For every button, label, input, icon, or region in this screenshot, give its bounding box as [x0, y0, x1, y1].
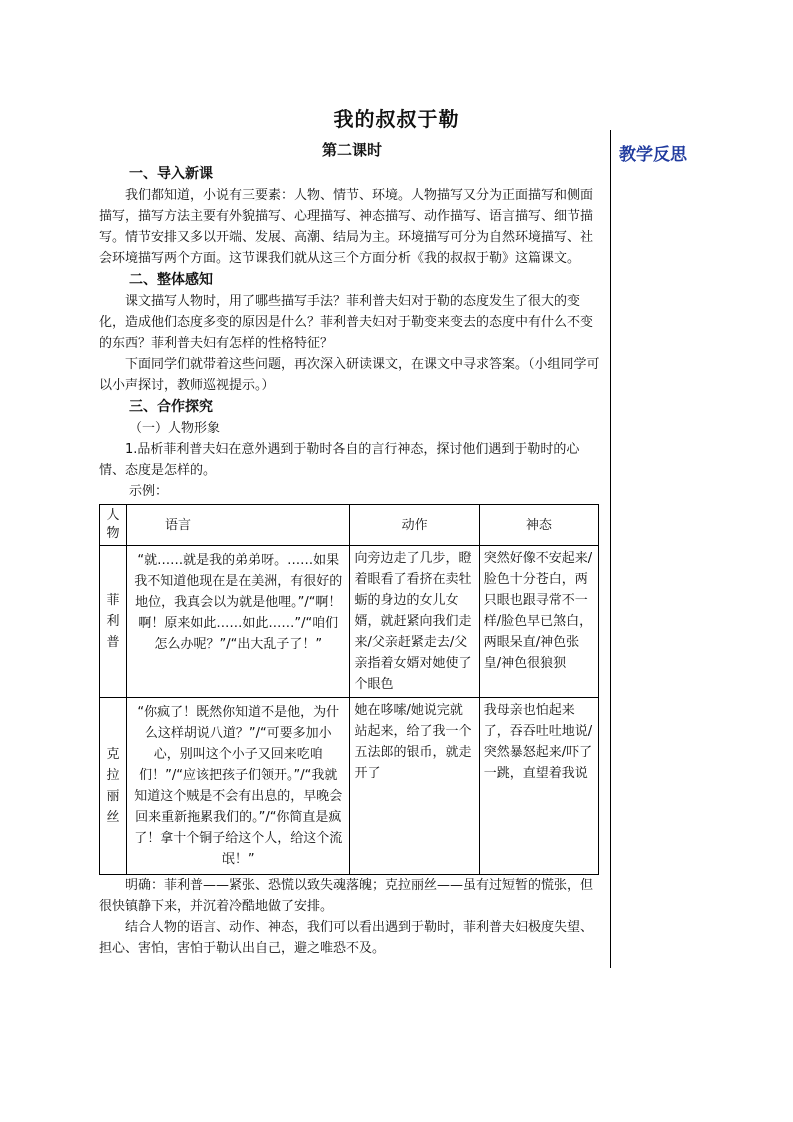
header-language: 语言: [127, 505, 350, 546]
document-title: 我的叔叔于勒: [333, 107, 460, 131]
lesson-subtitle: 第二课时: [321, 141, 382, 159]
table-row: [100, 546, 599, 698]
section-heading-explore: 三、合作探究: [129, 399, 213, 415]
section-heading-intro: 一、导入新课: [129, 166, 213, 182]
character-name: 菲利普: [100, 546, 127, 698]
action-cell: 向旁边走了几步，瞪着眼看了看挤在卖牡蛎的身边的女儿女婿，就赶紧向我们走来/父亲赶紧走去/父亲指着女婿对她使了个眼色: [350, 546, 479, 698]
header-action: 动作: [350, 505, 479, 546]
expression-cell: 我母亲也怕起来了，吞吞吐吐地说/突然暴怒起来/吓了一跳，直望着我说: [479, 698, 598, 875]
language-cell: “就……就是我的弟弟呀。……如果我不知道他现在是在美洲，有很好的地位，我真会以为就是他哩。”/“啊！啊！原来如此……如此……”/“咱们怎么办呢？”/“出大乱子了！”: [127, 546, 350, 698]
overview-paragraph-2: 下面同学们就带着这些问题，再次深入研读课文，在课文中寻求答案。（小组同学可以小声探讨，教师巡视提示。）: [99, 357, 600, 393]
task-paragraph: 1.品析菲利普夫妇在意外遇到于勒时各自的言行神态，探讨他们遇到于勒时的心情、态度是怎样的。: [99, 442, 580, 478]
conclusion-paragraph-1: 明确：菲利普——紧张、恐慌以致失魂落魄；克拉丽丝——虽有过短暂的慌张，但很快镇静下来，并沉着冷酷地做了安排。: [99, 878, 594, 914]
character-name: 克拉丽丝: [100, 698, 127, 875]
table-header-row: [100, 505, 599, 546]
intro-paragraph: 我们都知道，小说有三要素：人物、情节、环境。人物描写又分为正面描写和侧面描写，描写方法主要有外貌描写、心理描写、神态描写、动作描写、语言描写、细节描写。情节安排又多以开端、发展、高潮、结局为主。环境描写可分为自然环境描写、社会环境描写两个方面。这节课我们就从这三个方面分析《我的叔叔于勒》这篇课文。: [99, 188, 594, 266]
subsection-heading: （一）人物形象: [129, 421, 221, 436]
conclusion-paragraph-2: 结合人物的语言、动作、神态，我们可以看出遇到于勒时，菲利普夫妇极度失望、担心、害怕，害怕于勒认出自己，避之唯恐不及。: [99, 920, 594, 956]
character-table: [99, 504, 599, 875]
table-row: [100, 698, 599, 875]
header-expression: 神态: [479, 505, 598, 546]
lesson-content: [99, 140, 605, 959]
overview-paragraph-1: 课文描写人物时，用了哪些描写手法？菲利普夫妇对于勒的态度发生了很大的变化，造成他们态度多变的原因是什么？菲利普夫妇对于勒变来变去的态度中有什么不变的东西？菲利普夫妇有怎样的性格特征？: [99, 294, 594, 351]
example-label: 示例：: [129, 484, 169, 499]
sidebar-divider: [610, 130, 611, 968]
header-character: 人物: [100, 505, 127, 546]
section-heading-overview: 二、整体感知: [129, 272, 213, 288]
expression-cell: 突然好像不安起来/脸色十分苍白，两只眼也跟寻常不一样/脸色早已煞白，两眼呆直/神色张皇/神色很狼狈: [479, 546, 598, 698]
teaching-reflection-label: 教学反思: [619, 145, 687, 165]
language-cell: “你疯了！既然你知道不是他，为什么这样胡说八道？”/“可要多加小心，别叫这个小子又回来吃咱们！”/“应该把孩子们领开。”/“我就知道这个贼是不会有出息的，早晚会回来重新拖累我们的。”/“你简直是疯了！拿十个铜子给这个人，给这个流氓！”: [127, 698, 350, 875]
action-cell: 她在哆嗦/她说完就站起来，给了我一个五法郎的银币，就走开了: [350, 698, 479, 875]
